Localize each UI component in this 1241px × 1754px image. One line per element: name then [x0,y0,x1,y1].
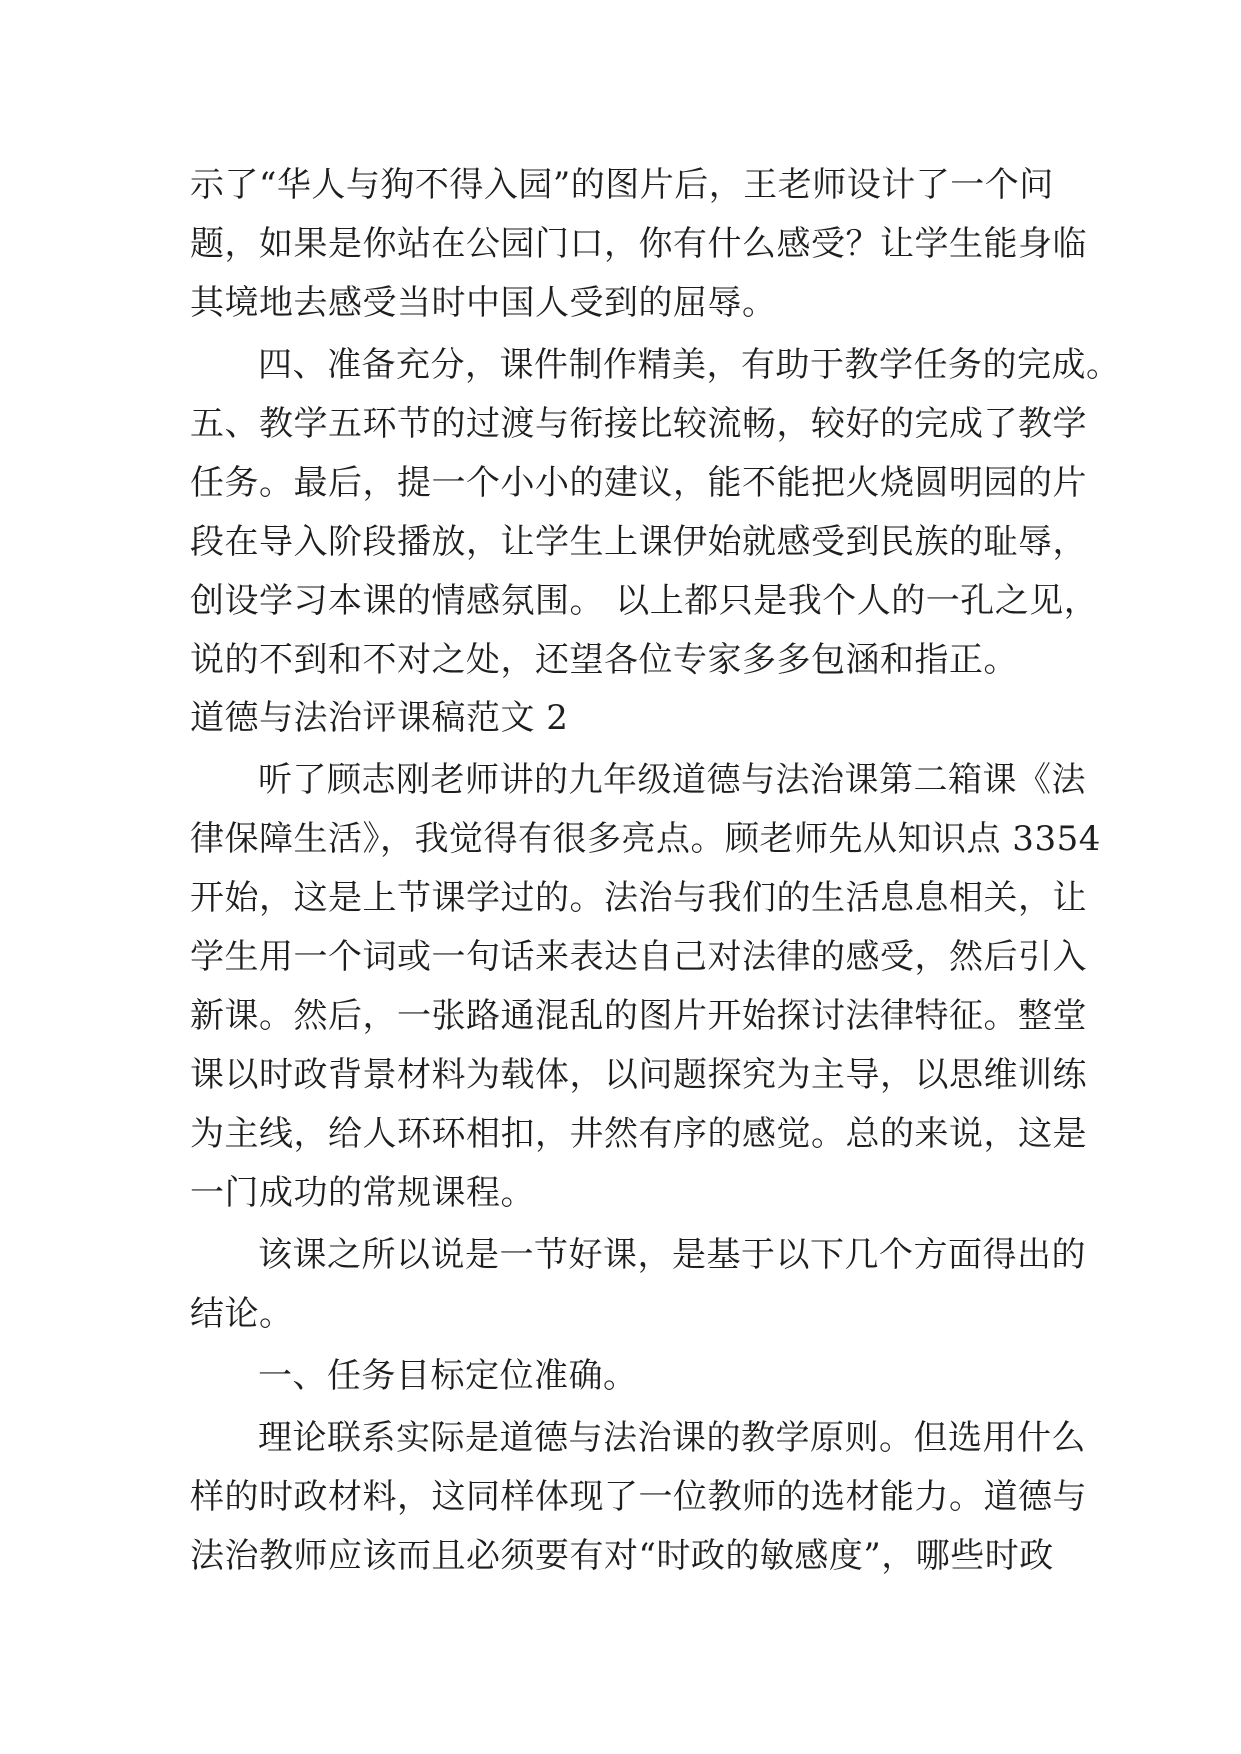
text-line: 律保障生活》，我觉得有很多亮点。顾老师先从知识点 3354 [190,819,1101,859]
text-line: 四、准备充分，课件制作精美，有助于教学任务的完成。 [258,345,1121,385]
text-line: 示了“华人与狗不得入园”的图片后，王老师设计了一个问 [190,165,1054,205]
text-line: 说的不到和不对之处，还望各位专家多多包涵和指正。 [190,640,1018,680]
text-line: 任务。最后，提一个小小的建议，能不能把火烧圆明园的片 [190,463,1087,503]
text-line: 理论联系实际是道德与法治课的教学原则。但选用什么 [258,1418,1086,1458]
text-line: 段在导入阶段播放，让学生上课伊始就感受到民族的耻辱， [190,522,1087,562]
text-line: 法治教师应该而且必须要有对“时政的敏感度”，哪些时政 [190,1536,1054,1576]
text-line: 一门成功的常规课程。 [190,1173,535,1213]
text-line: 学生用一个词或一句话来表达自己对法律的感受，然后引入 [190,937,1087,977]
text-line: 新课。然后，一张路通混乱的图片开始探讨法律特征。整堂 [190,996,1087,1036]
text-line: 课以时政背景材料为载体，以问题探究为主导，以思维训练 [190,1055,1087,1095]
text-line: 结论。 [190,1294,294,1334]
text-line: 题，如果是你站在公园门口，你有什么感受？让学生能身临 [190,224,1087,264]
text-line: 其境地去感受当时中国人受到的屈辱。 [190,283,777,323]
text-line: 五、教学五环节的过渡与衔接比较流畅，较好的完成了教学 [190,404,1087,444]
text-line: 开始，这是上节课学过的。法治与我们的生活息息相关，让 [190,878,1087,918]
text-line: 一、任务目标定位准确。 [258,1356,638,1396]
section-heading: 道德与法治评课稿范文 2 [190,698,569,738]
text-line: 样的时政材料，这同样体现了一位教师的选材能力。道德与 [190,1477,1087,1517]
text-line: 听了顾志刚老师讲的九年级道德与法治课第二箱课《法 [258,760,1086,800]
text-line: 该课之所以说是一节好课，是基于以下几个方面得出的 [258,1235,1086,1275]
text-line: 创设学习本课的情感氛围。 以上都只是我个人的一孔之见， [190,581,1099,621]
text-line: 为主线，给人环环相扣，井然有序的感觉。总的来说，这是 [190,1114,1087,1154]
